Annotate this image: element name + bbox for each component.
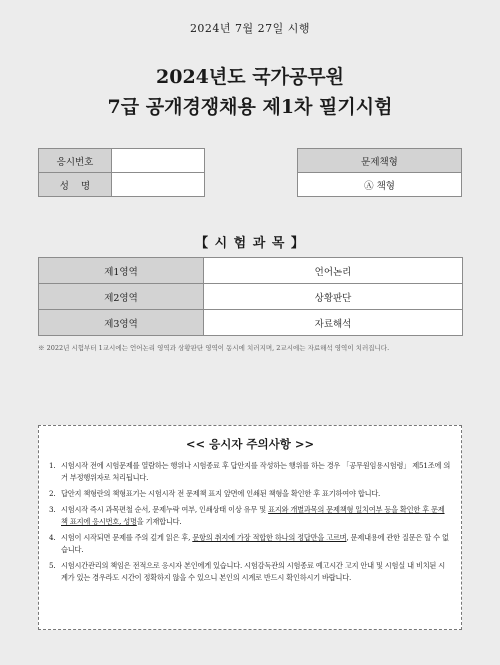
subjects-note: ※ 2022년 시험부터 1교시에는 언어논리 영역과 상황판단 영역이 동시에 치러지며, 2교시에는 자료해석 영역이 치러집니다. [38,344,390,352]
notice-item [49,488,451,500]
booklet-type-table [297,148,462,197]
subjects-heading: 【 시 험 과 목 】 [195,236,305,251]
notice-item-text: 시험시간관리의 책임은 전적으로 응시자 본인에게 있습니다. 시험감독관의 시험종료 예고시간 고지 안내 및 시험실 내 비치된 시계가 있는 경우라도 시간이 정확하지 않을 수 있으니 본인의 시계로 반드시 확인하시기 바랍니다. [61,561,446,582]
notice-item [49,460,451,484]
notice-item-number: 1. [49,461,56,470]
subject-row [39,284,463,310]
exam-date: 2024년 7월 27일 시행 [189,22,311,35]
notice-item [49,504,451,528]
subject-row [39,258,463,284]
exam-number-field[interactable] [112,149,205,173]
subject-area: 제2영역 [39,284,204,310]
notice-item [49,560,451,584]
name-label: 성 명 [39,173,112,197]
exam-title-line1: 2024년도 국가공무원 [156,66,344,88]
name-field[interactable] [112,173,205,197]
notice-item-number: 2. [49,489,56,498]
subjects-table [38,257,463,336]
notice-item-text: 답안지 책형란의 책형표기는 시험시작 전 문제책 표지 앞면에 인쇄된 책형을 확인한 후 표기하여야 합니다. [61,489,381,498]
notice-item-number: 3. [49,505,56,514]
notice-item-underlined-text: 표지와 개별과목의 문제책형 일치여부 등을 확인한 후 문제책 표지에 응시번호, 성명 [61,505,445,526]
notice-item-underlined-text: 문항의 취지에 가장 적합한 하나의 정답만을 고르며 [192,533,347,542]
candidate-info-table [38,148,205,197]
booklet-type-value: Ⓐ 책형 [298,173,462,197]
subject-area: 제1영역 [39,258,204,284]
subject-area: 제3영역 [39,310,204,336]
notice-title: << 응시자 주의사항 >> [185,437,315,451]
subject-row [39,310,463,336]
notice-item-number: 5. [49,561,56,570]
notice-item-text-end: 을 기재합니다. [136,517,182,526]
booklet-type-label: 문제책형 [298,149,462,173]
notice-item-text: 시험이 시작되면 문제를 주의 깊게 읽은 후, [61,533,193,542]
notice-item-number: 4. [49,533,56,542]
subject-name: 상황판단 [204,284,463,310]
notice-item-text: 시험시작 즉시 과목편철 순서, 문제누락 여부, 인쇄상태 이상 유무 및 [61,505,269,514]
notice-box [38,425,462,630]
notice-item-text-end: , 문제내용에 관한 질문은 할 수 없습니다. [61,533,449,554]
exam-number-label: 응시번호 [39,149,112,173]
subject-name: 언어논리 [204,258,463,284]
notice-item-text: 시험시작 전에 시험문제를 열람하는 행위나 시험종료 후 답안지를 작성하는 행위를 하는 경우 「공무원임용시험령」 제51조에 의거 부정행위자로 처리됩니다. [61,461,451,482]
subject-name: 자료해석 [204,310,463,336]
exam-title-line2: 7급 공개경쟁채용 제1차 필기시험 [107,96,393,118]
notice-item [49,532,451,556]
